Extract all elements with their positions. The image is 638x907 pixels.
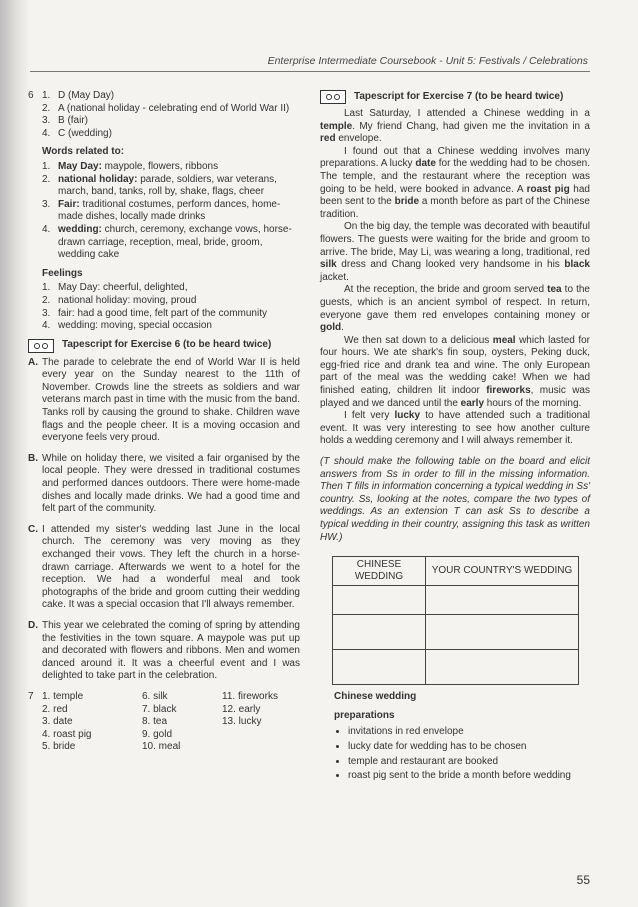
words-list <box>28 161 300 262</box>
answer-word: meal <box>492 334 516 346</box>
word-row <box>28 224 300 262</box>
tapescript-7-heading <box>320 90 590 104</box>
exercise-7-answers <box>28 691 300 754</box>
feeling-text: wedding: moving, special occasion <box>58 320 212 332</box>
answer-text: A (national holiday - celebrating end of World War II) <box>58 102 290 114</box>
tapescript-7-text <box>320 108 590 448</box>
book-spine-shadow <box>0 0 30 907</box>
answer-word: roast pig <box>526 183 570 195</box>
word-row <box>28 199 300 224</box>
answer-word: black <box>564 259 590 271</box>
right-column <box>320 90 590 785</box>
page-number: 55 <box>576 873 590 887</box>
tapescript-paragraph <box>28 357 300 445</box>
text-run: envelope. <box>335 133 382 145</box>
bullet-item: • invitations in red envelope <box>348 726 590 739</box>
table-cell <box>426 586 579 615</box>
answer-item: 9. gold <box>142 728 173 740</box>
bullet-item: • lucky date for wedding has to be chosen <box>348 741 590 754</box>
exercise-number <box>28 729 42 742</box>
text-run: hours of the morning. <box>484 397 582 409</box>
table-cell <box>333 650 426 685</box>
tapescript-paragraph <box>320 221 590 284</box>
teacher-note: (T should make the following table on the board and elicit answers from Ss in order to fill in the missing information. Then T fills in information concerning a typical wedding in Ss' country. Ss, looking at the notes, compare the two types of weddings. As an extension T can ask Ss to describe a typical wedding in their country, assigning this task as written HW.) <box>320 456 590 543</box>
answer-item: 5. bride <box>42 741 76 753</box>
item-number: 2. <box>42 173 51 185</box>
text-run: I felt very <box>344 410 395 422</box>
bullet-item: • temple and restaurant are booked <box>348 756 590 769</box>
feeling-row <box>28 308 300 321</box>
table-cell <box>333 586 426 615</box>
exercise-number <box>28 716 42 729</box>
exercise-number: 6 <box>28 90 34 101</box>
text-run: I found out that a Chinese wedding involves many preparations. A lucky <box>320 145 590 170</box>
item-number: 4. <box>42 320 51 332</box>
tapescript-paragraph <box>320 410 590 448</box>
answer-row <box>28 128 300 141</box>
answer-word: lucky <box>394 410 421 422</box>
answer-row <box>28 115 300 128</box>
paragraph-label: D. <box>28 619 38 631</box>
left-column <box>28 90 300 754</box>
tapescript-7-title: Tapescript for Exercise 7 (to be heard twice) <box>354 90 564 102</box>
answer-row <box>28 103 300 116</box>
answer-word: bride <box>394 196 420 208</box>
text-run: We then sat down to a delicious <box>344 334 493 346</box>
spacer <box>28 161 42 174</box>
text-run: Last Saturday, I attended a Chinese wedding in a <box>344 108 590 119</box>
item-number: 1. <box>42 160 51 172</box>
answer-item: 4. roast pig <box>42 728 92 740</box>
paragraph-label: C. <box>28 523 38 535</box>
feeling-row <box>28 295 300 308</box>
feeling-row <box>28 282 300 295</box>
answer-item: 10. meal <box>142 741 181 753</box>
paragraph-label: A. <box>28 356 38 368</box>
tapescript-paragraph <box>28 524 300 612</box>
item-number: 1. <box>42 282 51 294</box>
tapescript-paragraph <box>28 453 300 516</box>
word-text <box>58 161 300 174</box>
word-definitions: maypole, flowers, ribbons <box>101 160 219 172</box>
text-run: to have attended such a traditional event. It was very interesting to see how another culture holds a wedding ceremony and I will always remember it. <box>320 410 590 447</box>
item-number: 3. <box>42 115 51 127</box>
word-keyword: wedding: <box>58 223 102 235</box>
tapescript-paragraph <box>320 108 590 146</box>
paragraph-label: B. <box>28 452 38 464</box>
answer-word: tea <box>547 284 562 296</box>
answer-item: 12. early <box>222 703 261 715</box>
answer-item: 7. black <box>142 703 177 715</box>
feelings-heading: Feelings <box>42 267 83 279</box>
item-number: 1. <box>42 90 51 101</box>
answer-item: 1. temple <box>42 690 84 702</box>
table-header-country: YOUR COUNTRY'S WEDDING <box>426 557 579 586</box>
answer-item: 8. tea <box>142 716 168 728</box>
word-row <box>28 161 300 174</box>
spacer <box>28 308 42 321</box>
chinese-wedding-heading: Chinese wedding <box>334 691 417 703</box>
comparison-table <box>332 556 579 685</box>
spacer <box>28 295 42 308</box>
answer-word: temple <box>320 120 353 132</box>
paragraph-text: I attended my sister's wedding last June in the local church. The ceremony was very moving as they exchanged their vows. They left the church in a horse-drawn carriage. Afterwards we went to a hotel for the reception. We had a wonderful meal and took photographs of the bride and groom cutting their wedding cake. It was a special occasion that I'll always remember. <box>42 523 300 611</box>
text-run: , music was played and we danced until the <box>320 385 590 409</box>
answer-item <box>222 741 322 754</box>
item-number: 3. <box>42 198 51 210</box>
exercise-number: 7 <box>28 690 34 702</box>
word-keyword: May Day: <box>58 160 102 172</box>
spacer <box>28 320 42 333</box>
exercise-6-answers <box>28 90 300 140</box>
feeling-text: fair: had a good time, felt part of the community <box>58 307 267 319</box>
feelings-list <box>28 282 300 332</box>
tapescript-paragraph <box>320 335 590 411</box>
text-run: . <box>341 322 344 334</box>
answer-text: B (fair) <box>58 115 88 127</box>
preparations-list <box>334 726 590 782</box>
answer-word: gold <box>320 322 342 334</box>
text-run: which lasted for four hours. We ate shark's fin soup, oysters, Peking duck, egg-fried rice and drank tea and wine. The only European part of the meal was the wedding cake! When we had finished eating, children lit indoor <box>320 334 590 397</box>
word-keyword: Fair: <box>58 198 80 210</box>
header-rule <box>30 71 590 72</box>
answer-item: 13. lucky <box>222 716 262 728</box>
word-text <box>58 174 300 199</box>
text-run: to the guests, which is an ancient symbol of respect. In return, everyone gave them red envelopes containing money or <box>320 284 590 321</box>
word-row <box>28 174 300 199</box>
answer-text: C (wedding) <box>58 127 112 139</box>
tapescript-6-title: Tapescript for Exercise 6 (to be heard twice) <box>62 339 272 351</box>
answer-row <box>28 90 300 103</box>
text-run: jacket. <box>320 271 349 283</box>
text-run: for the wedding had to be chosen. The temple, and the restaurant where the reception was going to be held, were booked in advance. A <box>320 158 590 195</box>
words-heading: Words related to: <box>42 146 125 158</box>
paragraph-text: The parade to celebrate the end of World War II is held every year on the Sunday nearest to the 11th of November. Crowds line the streets as soldiers and war veterans march past in time with the music from the band. Tanks roll by causing the ground to shake. Children wave flags and the people cheer. It is a moving occasion and everyone feels very proud. <box>42 356 300 444</box>
text-run: had been sent to the <box>320 183 590 208</box>
table-header-chinese: CHINESE WEDDING <box>333 557 426 586</box>
text-run: On the big day, the temple was decorated with beautiful flowers. The guests were waiting for the bride and groom to arrive. The bride, May Li, was wearing a long, traditional, red <box>320 221 590 258</box>
tapescript-6-paragraphs <box>28 357 300 683</box>
spacer <box>28 199 42 224</box>
tapescript-paragraph <box>28 620 300 683</box>
text-run: . My friend Chang, had given me the invitation in a <box>352 120 590 132</box>
table-cell <box>333 615 426 650</box>
answer-word: red <box>320 133 336 145</box>
cassette-icon <box>320 90 346 104</box>
feeling-text: May Day: cheerful, delighted, <box>58 282 188 294</box>
exercise-number <box>28 741 42 754</box>
feeling-text: national holiday: moving, proud <box>58 294 197 306</box>
feeling-row <box>28 320 300 333</box>
tapescript-6-heading <box>28 339 300 353</box>
answer-word: date <box>415 158 436 170</box>
paragraph-text: While on holiday there, we visited a fair organised by the local people. They were dressed in traditional costumes and performed dances outdoors. There were home-made dishes and locally made drinks. We had a good time and felt part of the community. <box>42 452 300 515</box>
spacer <box>28 282 42 295</box>
word-definitions: parade, soldiers, war veterans, march, band, tanks, roll by, shake, flags, cheer <box>58 173 277 198</box>
word-text <box>58 199 300 224</box>
answer-item <box>222 729 322 742</box>
answer-item: 11. fireworks <box>222 690 278 702</box>
spacer <box>28 224 42 262</box>
item-number: 3. <box>42 307 51 319</box>
answer-word: early <box>460 397 485 409</box>
item-number: 4. <box>42 127 51 139</box>
answer-word: fireworks <box>486 385 531 397</box>
answer-word: silk <box>320 259 337 271</box>
item-number: 2. <box>42 294 51 306</box>
paragraph-text: This year we celebrated the coming of spring by attending the festivities in the town square. A maypole was put up and decorated with flowers and ribbons. Men and women danced around it. It was a cheerful event and I was delighted to take part in the celebration. <box>42 619 300 682</box>
word-text <box>58 224 300 262</box>
item-number: 2. <box>42 102 51 114</box>
text-run: At the reception, the bride and groom served <box>344 284 548 296</box>
answer-text: D (May Day) <box>58 90 115 101</box>
running-header: Enterprise Intermediate Coursebook - Unit 5: Festivals / Celebrations <box>267 55 588 67</box>
item-number: 4. <box>42 223 51 235</box>
answer-item: 2. red <box>42 703 68 715</box>
word-definitions: traditional costumes, perform dances, home-made dishes, locally made drinks <box>58 198 281 223</box>
answer-item: 3. date <box>42 716 73 728</box>
exercise-number <box>28 704 42 717</box>
table-cell <box>426 650 579 685</box>
answer-item: 6. silk <box>142 690 168 702</box>
exercise-number <box>28 115 42 128</box>
preparations-heading: preparations <box>334 709 395 721</box>
word-keyword: national holiday: <box>58 173 138 185</box>
word-definitions: church, ceremony, exchange vows, horse-drawn carriage, reception, meal, bride, groom, wedding cake <box>58 223 292 261</box>
tapescript-paragraph <box>320 146 590 222</box>
spacer <box>28 174 42 199</box>
table-cell <box>426 615 579 650</box>
bullet-item: • roast pig sent to the bride a month before wedding <box>348 770 590 783</box>
exercise-number <box>28 103 42 116</box>
text-run: a month before as part of the Chinese tradition. <box>320 196 590 220</box>
cassette-icon <box>28 339 54 353</box>
exercise-number <box>28 128 42 141</box>
tapescript-paragraph <box>320 284 590 334</box>
text-run: dress and Chang looked very handsome in his <box>336 259 565 271</box>
